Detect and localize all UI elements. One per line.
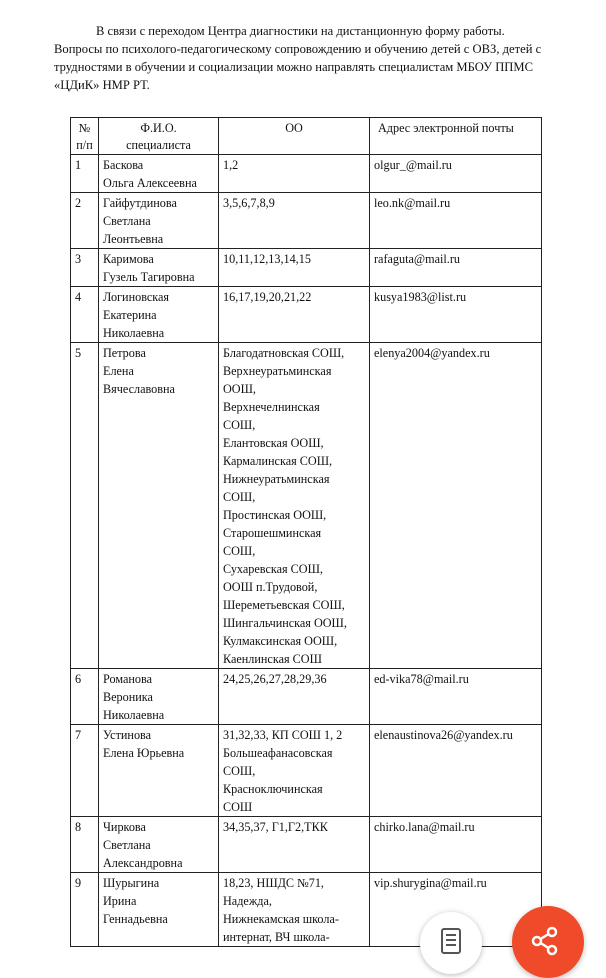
cell-name [99, 669, 219, 725]
cell-num: 4 [71, 287, 99, 343]
name-line: Романова [103, 672, 152, 686]
table-header-row [71, 118, 542, 155]
header-oo: ОО [219, 118, 370, 155]
oo-line: 34,35,37, Г1,Г2,ТКК [223, 820, 328, 834]
oo-line: СОШ, [223, 418, 256, 432]
cell-num: 3 [71, 249, 99, 287]
cell-name [99, 873, 219, 947]
name-line: Екатерина [103, 308, 157, 322]
table-row [71, 155, 542, 193]
cell-oo [219, 873, 370, 947]
oo-line: Большеафанасовская [223, 746, 333, 760]
oo-line: Кулмаксинская ООШ, [223, 634, 338, 648]
cell-name [99, 343, 219, 669]
table-row [71, 249, 542, 287]
cell-email: vip.shurygina@mail.ru [370, 873, 542, 947]
name-line: Светлана [103, 838, 151, 852]
cell-email: olgur_@mail.ru [370, 155, 542, 193]
cell-email: leo.nk@mail.ru [370, 193, 542, 249]
cell-oo [219, 249, 370, 287]
name-line: Баскова [103, 158, 144, 172]
cell-email: elenya2004@yandex.ru [370, 343, 542, 669]
oo-line: 18,23, НШДС №71, [223, 876, 324, 890]
table-row [71, 193, 542, 249]
table-row [71, 725, 542, 817]
share-button[interactable] [512, 906, 584, 978]
cell-oo [219, 817, 370, 873]
oo-line: Каенлинская СОШ [223, 652, 322, 666]
name-line: Вячеславовна [103, 382, 175, 396]
oo-line: Верхнечелнинская [223, 400, 320, 414]
cell-name [99, 193, 219, 249]
cell-oo [219, 193, 370, 249]
oo-line: Простинская ООШ, [223, 508, 327, 522]
oo-line: СОШ [223, 800, 253, 814]
oo-line: Верхнеуратьминская [223, 364, 332, 378]
oo-line: Красноключинская [223, 782, 323, 796]
cell-email: rafaguta@mail.ru [370, 249, 542, 287]
name-line: Светлана [103, 214, 151, 228]
name-line: Леонтьевна [103, 232, 164, 246]
name-line: Шурыгина [103, 876, 160, 890]
cell-num: 5 [71, 343, 99, 669]
header-email: Адрес электронной почты [370, 118, 542, 155]
name-line: Логиновская [103, 290, 170, 304]
cell-oo [219, 155, 370, 193]
name-line: Гузель Тагировна [103, 270, 195, 284]
cell-email: chirko.lana@mail.ru [370, 817, 542, 873]
cell-name [99, 817, 219, 873]
name-line: Николаевна [103, 708, 165, 722]
cell-num: 2 [71, 193, 99, 249]
cell-oo [219, 669, 370, 725]
intro-paragraph [54, 22, 554, 94]
intro-text: В связи с переходом Центра диагностики на дистанционную форму работы. Вопросы по психолого-педагогическому сопровождению и обучению детей с ОВЗ, детей с трудностями в обучении и социализации можно направлять специалистам МБОУ ППМС «ЦДиК» НМР РТ. [54, 24, 542, 92]
table-body [71, 155, 542, 947]
name-line: Устинова [103, 728, 152, 742]
oo-line: Шингальчинская ООШ, [223, 616, 347, 630]
table-row [71, 817, 542, 873]
cell-oo [219, 287, 370, 343]
oo-line: Надежда, [223, 894, 272, 908]
cell-num: 6 [71, 669, 99, 725]
oo-line: СОШ, [223, 764, 256, 778]
cell-oo [219, 725, 370, 817]
oo-line: 24,25,26,27,28,29,36 [223, 672, 327, 686]
table-row [71, 669, 542, 725]
oo-line: 3,5,6,7,8,9 [223, 196, 275, 210]
cell-name [99, 287, 219, 343]
oo-line: СОШ, [223, 544, 256, 558]
oo-line: Сухаревская СОШ, [223, 562, 323, 576]
name-line: Вероника [103, 690, 153, 704]
oo-line: Шереметьевская СОШ, [223, 598, 345, 612]
name-line: Петрова [103, 346, 146, 360]
table-row [71, 343, 542, 669]
name-line: Гайфутдинова [103, 196, 177, 210]
name-line: Елена Юрьевна [103, 746, 185, 760]
oo-line: Старошешминская [223, 526, 322, 540]
header-name: Ф.И.О. специалиста [99, 118, 219, 155]
name-line: Ольга Алексеевна [103, 176, 197, 190]
cell-num: 9 [71, 873, 99, 947]
name-line: Николаевна [103, 326, 165, 340]
oo-line: Благодатновская СОШ, [223, 346, 345, 360]
cell-oo [219, 343, 370, 669]
oo-line: интернат, ВЧ школа- [223, 930, 330, 944]
table-row [71, 287, 542, 343]
name-line: Чиркова [103, 820, 146, 834]
oo-line: Нижнекамская школа- [223, 912, 339, 926]
oo-line: 1,2 [223, 158, 239, 172]
oo-line: 31,32,33, КП СОШ 1, 2 [223, 728, 343, 742]
oo-line: ООШ п.Трудовой, [223, 580, 318, 594]
oo-line: СОШ, [223, 490, 256, 504]
share-icon [530, 926, 560, 956]
header-num: № п/п [71, 118, 99, 155]
cell-num: 1 [71, 155, 99, 193]
name-line: Геннадьевна [103, 912, 168, 926]
name-line: Александровна [103, 856, 183, 870]
document-view-button[interactable] [420, 912, 482, 974]
cell-num: 7 [71, 725, 99, 817]
oo-line: Елантовская ООШ, [223, 436, 324, 450]
name-line: Каримова [103, 252, 154, 266]
specialists-table [70, 117, 542, 947]
oo-line: Нижнеуратьминская [223, 472, 330, 486]
cell-email: elenaustinova26@yandex.ru [370, 725, 542, 817]
cell-name [99, 725, 219, 817]
cell-name [99, 155, 219, 193]
cell-name [99, 249, 219, 287]
oo-line: Кармалинская СОШ, [223, 454, 333, 468]
document-icon [441, 928, 461, 954]
oo-line: 10,11,12,13,14,15 [223, 252, 311, 266]
name-line: Елена [103, 364, 134, 378]
cell-email: kusya1983@list.ru [370, 287, 542, 343]
oo-line: 16,17,19,20,21,22 [223, 290, 312, 304]
cell-num: 8 [71, 817, 99, 873]
oo-line: ООШ, [223, 382, 256, 396]
name-line: Ирина [103, 894, 137, 908]
cell-email: ed-vika78@mail.ru [370, 669, 542, 725]
